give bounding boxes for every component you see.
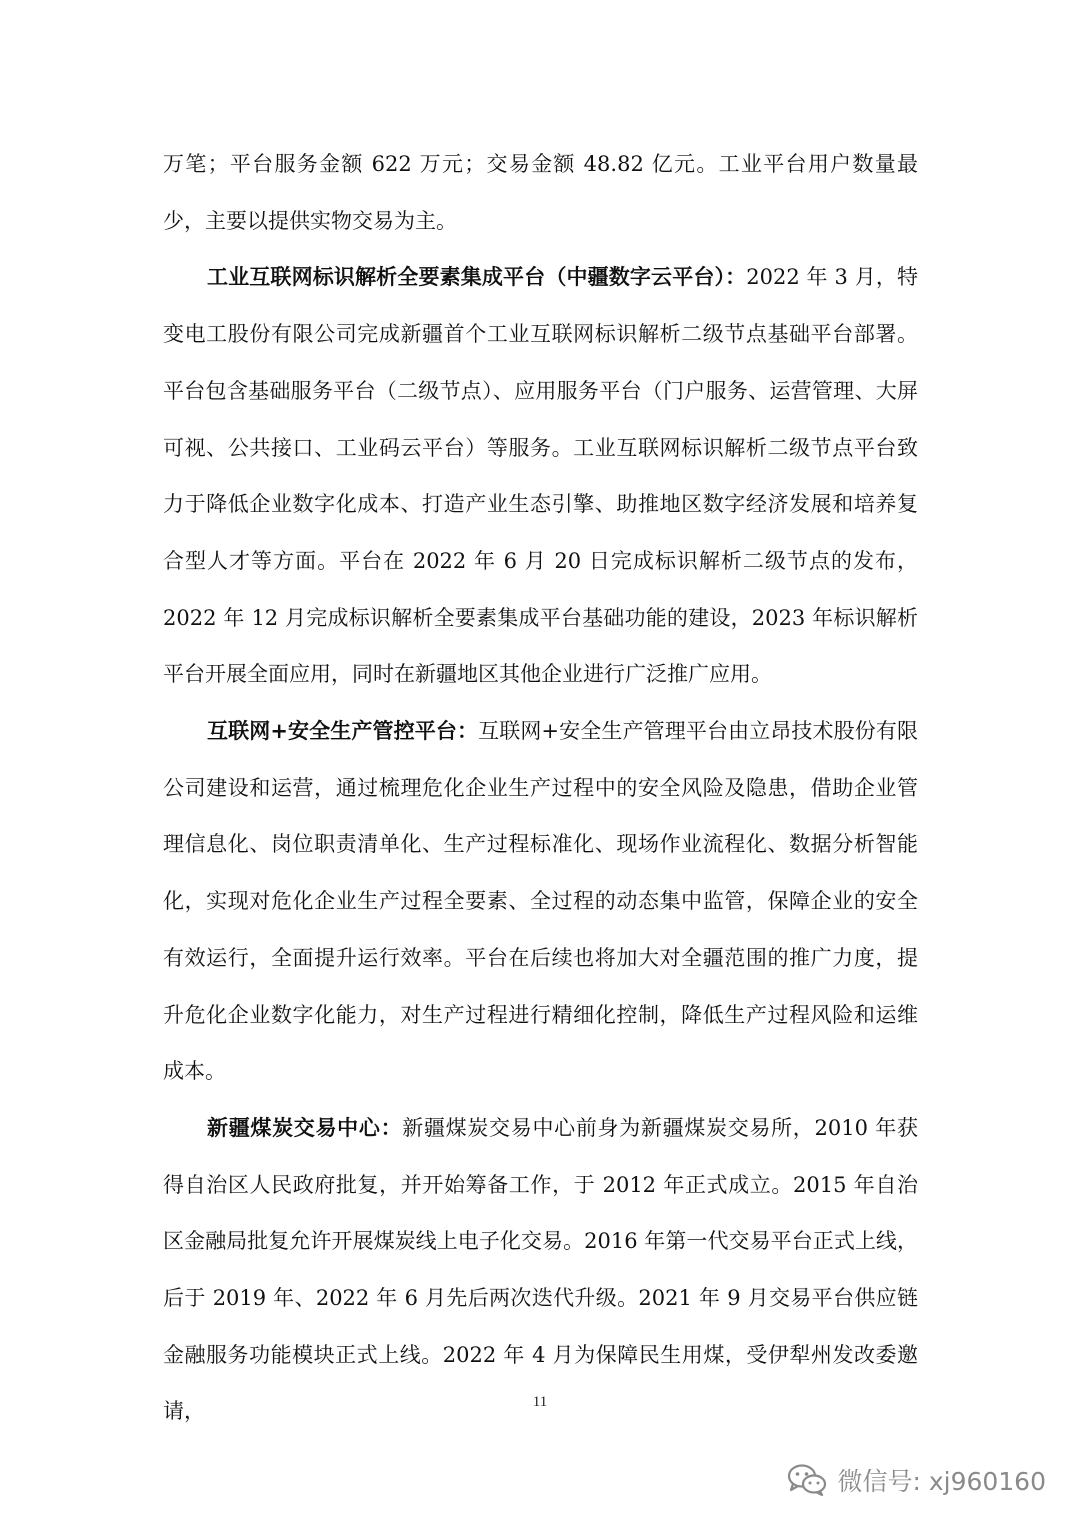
paragraph-4	[163, 1100, 918, 1440]
paragraph-3-heading: 互联网+安全生产管控平台：	[207, 719, 479, 744]
paragraph-4-heading: 新疆煤炭交易中心：	[207, 1115, 403, 1140]
paragraph-1-text: 万笔；平台服务金额 622 万元；交易金额 48.82 亿元。工业平台用户数量最少，主要以提供实物交易为主。	[163, 152, 918, 233]
watermark-label: 微信号: xj960160	[837, 1467, 1046, 1496]
wechat-icon	[787, 1463, 827, 1497]
paragraph-3-text: 互联网+安全生产管理平台由立昂技术股份有限公司建设和运营，通过梳理危化企业生产过程中的安全风险及隐患，借助企业管理信息化、岗位职责清单化、生产过程标准化、现场作业流程化、数据分析智能化，实现对危化企业生产过程全要素、全过程的动态集中监管，保障企业的安全有效运行，全面提升运行效率。平台在后续也将加大对全疆范围的推广力度，提升危化企业数字化能力，对生产过程进行精细化控制，降低生产过程风险和运维成本。	[163, 719, 918, 1084]
document-body	[163, 136, 918, 1440]
paragraph-2-text: 2022 年 3 月，特变电工股份有限公司完成新疆首个工业互联网标识解析二级节点基础平台部署。平台包含基础服务平台（二级节点）、应用服务平台（门户服务、运营管理、大屏可视、公共接口、工业码云平台）等服务。工业互联网标识解析二级节点平台致力于降低企业数字化成本、打造产业生态引擎、助推地区数字经济发展和培养复合型人才等方面。平台在 2022 年 6 月 20 日完成标识解析二级节点的发布，2022 年 12 月完成标识解析全要素集成平台基础功能的建设，2023 年标识解析平台开展全面应用，同时在新疆地区其他企业进行广泛推广应用。	[163, 265, 918, 687]
paragraph-2-heading: 工业互联网标识解析全要素集成平台（中疆数字云平台）：	[207, 265, 747, 290]
paragraph-4-text: 新疆煤炭交易中心前身为新疆煤炭交易所，2010 年获得自治区人民政府批复，并开始筹备工作，于 2012 年正式成立。2015 年自治区金融局批复允许开展煤炭线上电子化交易。2016 年第一代交易平台正式上线，后于 2019 年、2022 年 6 月先后两次迭代升级。2021 年 9 月交易平台供应链金融服务功能模块正式上线。2022 年 4 月为保障民生用煤，受伊犁州发改委邀请，	[163, 1115, 918, 1424]
paragraph-1	[163, 136, 918, 249]
paragraph-2	[163, 249, 918, 703]
page-number: 11	[532, 1394, 548, 1410]
paragraph-3	[163, 703, 918, 1100]
wechat-watermark	[787, 1460, 1046, 1500]
